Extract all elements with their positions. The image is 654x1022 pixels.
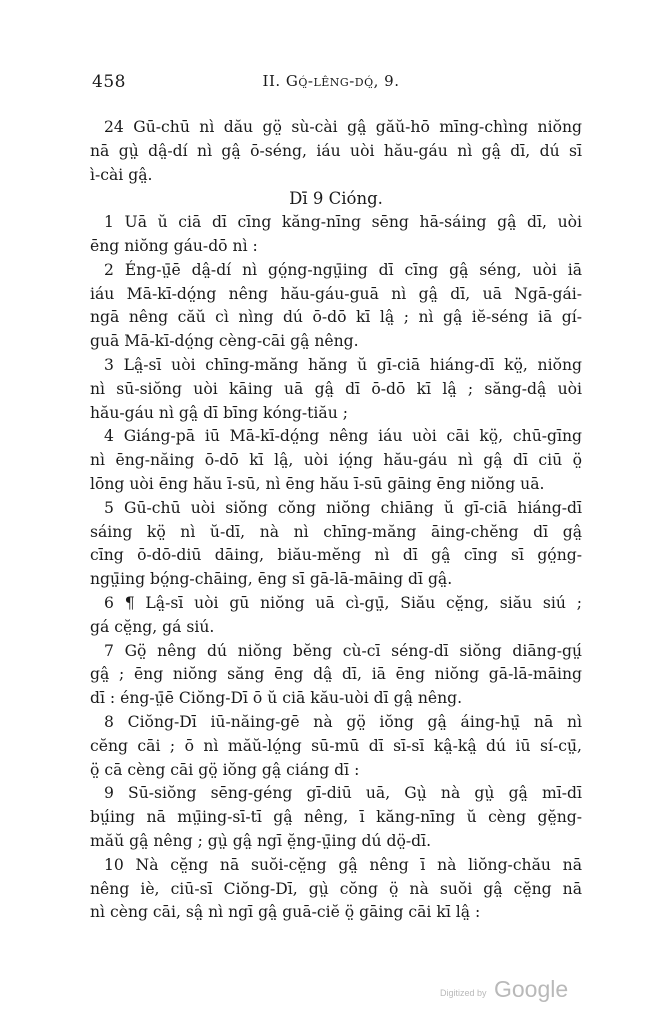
- text-line: 7 Gö̤ nêng dú niŏng bĕng cù-cī séng-dī siŏng diāng-gṳ́: [104, 641, 582, 660]
- text-line: gá cĕ̤ng, gá siú.: [90, 617, 215, 636]
- text-line: 8 Ciŏng-Dī iū-năing-gē nà gö̤ iŏng gâ̤ áing-hṳ̄ nā nì: [104, 712, 582, 731]
- text-line: nì cèng cāi, sâ̤ nì ngī gâ̤ guā-ciĕ ö̤ gāing cāi kī lâ̤ :: [90, 903, 481, 922]
- running-head: [92, 72, 570, 98]
- text-line: 1 Uā ŭ ciā dī cīng kăng-nīng sēng hā-sáing gâ̤ dī, uòi: [104, 213, 582, 232]
- text-line: 9 Sū-siŏng sēng-géng gī-diū uā, Gṳ̀ nà gṳ̀ gâ̤ mī-dī: [104, 784, 582, 803]
- digitized-by-watermark: [440, 976, 580, 1006]
- text-line: 4 Giáng-pā iū Mā-kī-dó̤ng nêng iáu uòi cāi kö̤, chū-gīng: [104, 427, 582, 446]
- text-line: 3 Lâ̤-sī uòi chīng-măng hăng ŭ gī-ciā hiáng-dī kö̤, niŏng: [104, 355, 582, 374]
- text-line: ngā nêng căŭ cì nìng dú ō-dō kī lâ̤ ; nì gâ̤ iĕ-séng iā gí-: [90, 308, 582, 327]
- text-line: cĕng cāi ; ō nì măŭ-ló̤ng sū-mū dī sī-sī kâ̤-kâ̤ dú iū sí-cṳ̄,: [90, 736, 582, 755]
- google-logo: Google: [494, 976, 569, 1002]
- text-line: nì sū-siŏng uòi kāing uā gâ̤ dī ō-dō kī lâ̤ ; săng-dâ̤ uòi: [90, 379, 582, 398]
- text-line: bṳ́ing nā mṳ̄ing-sī-tī gâ̤ nêng, ī kăng-nīng ŭ cèng gĕ̤ng-: [90, 808, 582, 827]
- body-text: [90, 116, 582, 925]
- text-line: ì-cài gâ̤.: [90, 165, 153, 184]
- text-line: ēng niŏng gáu-dō nì :: [90, 236, 258, 255]
- text-line: 5 Gū-chū uòi siŏng cŏng niŏng chiāng ŭ gī-ciā hiáng-dī: [104, 498, 582, 517]
- text-line: iáu Mā-kī-dó̤ng nêng hău-gáu-guā nì gâ̤ dī, uā Ngā-gái-: [90, 284, 582, 303]
- text-line: ngṳ̄ing bó̤ng-chāing, ēng sī gā-lā-māing dī gâ̤.: [90, 570, 453, 589]
- text-line: sáing kö̤ nì ŭ-dī, nà nì chīng-măng āing-chĕng dī gâ̤: [90, 522, 582, 541]
- text-line: 2 Éng-ṳ̄ē dâ̤-dí nì gó̤ng-ngṳ̄ing dī cīng gâ̤ séng, uòi iā: [104, 260, 582, 279]
- page-number: 458: [92, 72, 126, 92]
- text-line: 6 ¶ Lâ̤-sī uòi gū niŏng uā cì-gṳ̄, Siău cĕ̤ng, siău siú ;: [104, 593, 582, 612]
- text-line: nā gṳ̀ dâ̤-dí nì gâ̤ ō-séng, iáu uòi hău-gáu nì gâ̤ dī, dú sī: [90, 141, 582, 160]
- text-line: nì ēng-năing ō-dō kī lâ̤, uòi ió̤ng hău-gáu nì gâ̤ dī ciū ö̤: [90, 451, 582, 470]
- running-title: II. Gó̤-lêng-dó̤, 9.: [262, 72, 400, 90]
- text-line: cīng ō-dō-diū dāing, biău-mĕng nì dī gâ̤ cīng sī gó̤ng-: [90, 546, 582, 565]
- text-line: 10 Nà cĕ̤ng nā suŏi-cĕ̤ng gâ̤ nêng ī nà liŏng-chău nā: [104, 855, 582, 874]
- text-line: guā Mā-kī-dó̤ng cèng-cāi gâ̤ nêng.: [90, 332, 359, 351]
- text-line: măŭ gâ̤ nêng ; gṳ̀ gâ̤ ngī ĕ̤ng-ṳ̄ing dú dö̤-dī.: [90, 831, 432, 850]
- text-line: lōng uòi ēng hău ī-sū, nì ēng hău ī-sū gāing ēng niŏng uā.: [90, 474, 545, 493]
- chapter-heading: Dī 9 Cióng.: [289, 189, 383, 209]
- text-line: ö̤ cā cèng cāi gö̤ iŏng gâ̤ ciáng dī :: [90, 760, 360, 779]
- text-line: nêng iè, ciū-sī Ciŏng-Dī, gṳ̀ cŏng ö̤ nà suŏi gâ̤ cĕ̤ng nā: [90, 879, 582, 898]
- text-line: hău-gáu nì gâ̤ dī bīng kóng-tiău ;: [90, 403, 348, 422]
- text-line: dī : éng-ṳ̄ē Ciŏng-Dī ō ŭ ciā kău-uòi dī gâ̤ nêng.: [90, 689, 463, 708]
- text-line: gâ̤ ; ēng niŏng săng ēng dâ̤ dī, iā ēng niŏng gā-lā-māing: [90, 665, 582, 684]
- watermark-prefix: Digitized by: [440, 988, 487, 998]
- text-line: 24 Gū-chū nì dău gö̤ sù-cài gâ̤ găŭ-hō mīng-chìng niŏng: [104, 118, 582, 136]
